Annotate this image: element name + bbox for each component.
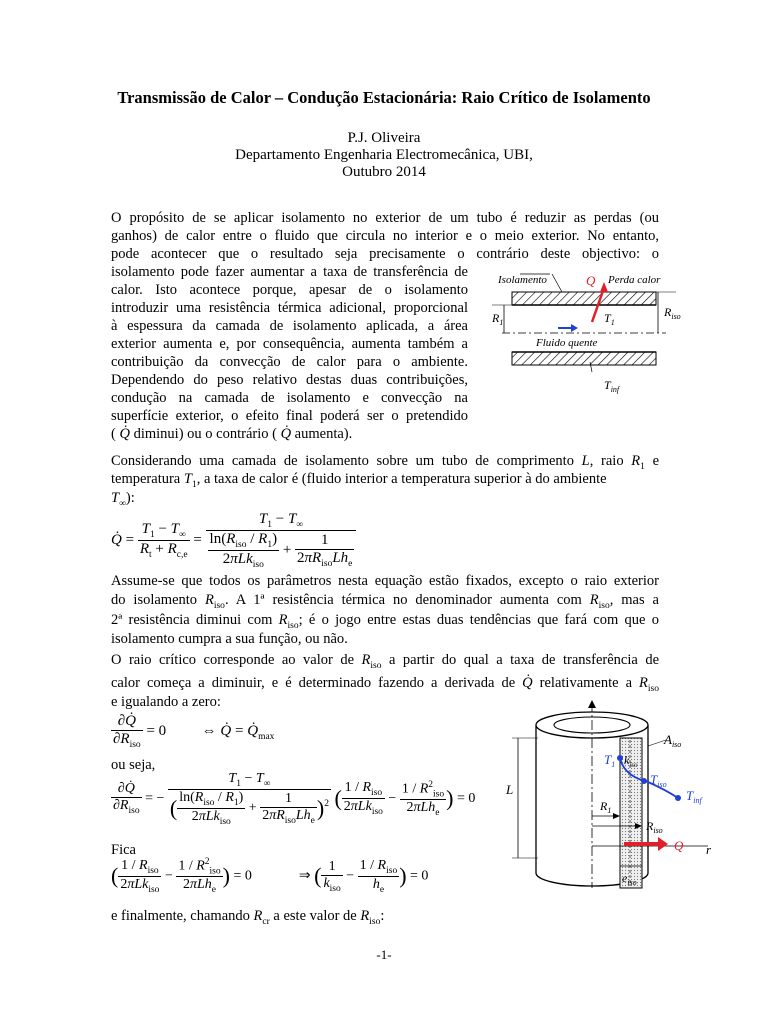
equation-derivative-expanded: $\frac{\partial Q̇}{\partial R_{iso}}$ = − $T_1 - T_\infty$ ( $\frac{\ln(R_{iso} / R_1)}{2\pi Lk_{iso}}$ + $\frac{1}{2\pi R_{iso}Lh_e}$ )$^2$ ( $\frac{1 / R_{iso}}{2\pi Lk_{iso}}$ − $\frac{1 / R^2_{iso}}{2\pi Lh_e}$ ) = 0 <box>113 771 476 827</box>
text-line: e finalmente, chamando $R_{cr}$ a este valor de $R_{iso}$: <box>111 908 385 927</box>
r-axis-label: r <box>706 842 712 857</box>
intro-line: ganhos) de calor entre o fluido que circula no interior e o meio exterior. No entanto, <box>111 228 659 244</box>
riso-label: R <box>664 305 672 319</box>
intro-line: isolamento pode fazer aumentar a taxa de transferência de <box>111 264 468 280</box>
r1-label: R <box>492 311 500 325</box>
svg-text:Aiso: $A_{iso}$ <box>664 732 682 749</box>
text-line: Fica <box>111 842 136 858</box>
svg-text:T1: $T_1$ <box>604 752 616 769</box>
intro-line: contribuição da convecção de calor para o ambiente. <box>111 354 468 370</box>
insulation-top <box>512 292 656 305</box>
text-line: O raio crítico corresponde ao valor de $R_{iso}$ a partir do qual a taxa de transferência de <box>111 652 660 671</box>
tiso-label: T <box>650 772 658 787</box>
department: Departamento Engenharia Electromecânica, UBI, <box>235 147 533 163</box>
riso-label: R <box>646 819 654 833</box>
svg-text:kiso: $k_{iso}$ <box>624 753 638 769</box>
svg-text:Tinf: $T_{inf}$ <box>604 378 620 394</box>
intro-line: à espessura da camada de isolamento aplicada, a área <box>111 318 468 334</box>
pipe-insulation-figure <box>480 262 690 402</box>
tinf-label: T <box>686 788 694 803</box>
text-line: 2ª resistência diminui com $R_{iso}$; é o jogo entre estas duas tendências que fará com que o <box>111 612 659 631</box>
tinf-label: T <box>604 378 611 392</box>
svg-text:R1: $R_1$ <box>600 799 612 815</box>
text-line: Assume-se que todos os parâmetros nesta equação estão fixados, excepto o raio exterior <box>111 573 659 589</box>
intro-line: condução na camada de isolamento e convecção na <box>111 390 468 406</box>
insulation-label: Isolamento <box>498 274 547 286</box>
text-line: temperatura $T_1$, a taxa de calor é (fluido interior a temperatura superior à do ambiente <box>111 471 607 490</box>
svg-text:eiso: $e_{iso}$ <box>622 871 637 887</box>
equation-heat-rate: Q̇ = $\frac{T_1 - T_\infty}{R_t + R_{c,e}}$ = $T_1 - T_\infty$ $\frac{\ln(R_{iso} / R_1)}{2\pi Lk_{iso}}$ + $\frac{1}{2\pi R_{iso}Lh_e}$ <box>111 511 356 570</box>
svg-text:Riso: $R_{iso}$ <box>664 305 681 321</box>
equation-simplified: ( $\frac{1 / R_{iso}}{2\pi Lk_{iso}}$ − $\frac{1 / R^2_{iso}}{2\pi Lh_e}$ ) = 0 ⇒ ( $\frac{1}{k_{iso}}$ − $\frac{1 / R_{iso}}{h_e}$ ) = 0 <box>111 857 429 896</box>
r1-label: R <box>600 799 608 813</box>
area-label: A <box>664 732 672 747</box>
text-line: Considerando uma camada de isolamento sobre um tubo de comprimento L, raio $R_1$ e <box>111 453 660 472</box>
svg-text:Riso: $R_{iso}$ <box>646 819 663 835</box>
page-title: Transmissão de Calor – Condução Estacionária: Raio Crítico de Isolamento <box>117 88 651 107</box>
t1-label: T <box>604 311 611 325</box>
text-line: isolamento cumpra a sua função, ou não. <box>111 631 348 647</box>
text-line: $T_\infty$): <box>111 490 135 509</box>
text-line: ou seja, <box>111 757 156 773</box>
intro-line: O propósito de se aplicar isolamento no exterior de um tubo é reduzir as perdas (ou <box>111 210 659 226</box>
author: P.J. Oliveira <box>347 130 421 146</box>
heat-loss-label: Perda calor <box>608 274 661 286</box>
text-line: e igualando a zero: <box>111 694 221 710</box>
k-label: k <box>624 753 630 767</box>
cylinder-insulation-figure <box>498 698 720 890</box>
intro-line: superfície exterior, o efeito final poderá ser o pretendido <box>111 408 468 424</box>
svg-text:R1: $R_1$ <box>492 311 504 327</box>
date: Outubro 2014 <box>342 164 426 180</box>
intro-last-line: ( Q̇ diminui) ou o contrário ( Q̇ aumenta). <box>111 426 353 442</box>
text-line: calor começa a diminuir, e é determinado fazendo a derivada de Q̇ relativamente a $R_{iso}$ <box>111 675 659 694</box>
hot-fluid-label: Fluido quente <box>536 337 598 349</box>
svg-text:T1: $T_1$ <box>604 311 615 327</box>
intro-line: introduzir uma resistência térmica adicional, proporcional <box>111 300 468 316</box>
insulation-bottom <box>512 352 656 365</box>
intro-line: exterior aumenta e, por consequência, aumenta também a <box>111 336 468 352</box>
q-label: Q <box>586 273 596 288</box>
svg-text:Tiso: $T_{iso}$ <box>650 772 667 789</box>
thickness-label: e <box>622 871 628 885</box>
intro-line: calor. Isto acontece porque, apesar de o isolamento <box>111 282 468 298</box>
intro-line: pode acontecer que o resultado seja precisamente o contrário deste objectivo: o <box>111 246 659 262</box>
intro-line: Dependendo do peso relativo destas duas contribuições, <box>111 372 468 388</box>
t1-label: T <box>604 752 612 767</box>
equation-derivative-zero: $\frac{\partial Q̇}{\partial R_{iso}}$ = 0 ⇔ Q̇ = $Q̇_{max}$ <box>113 713 275 750</box>
text-line: do isolamento $R_{iso}$. A 1ª resistência térmica no denominador aumenta com $R_{iso}$, mas a <box>111 592 659 611</box>
page-number: -1- <box>376 947 392 962</box>
length-label: L <box>506 782 514 797</box>
q-label: Q <box>674 838 684 853</box>
svg-text:Tinf: $T_{inf}$ <box>686 788 702 805</box>
